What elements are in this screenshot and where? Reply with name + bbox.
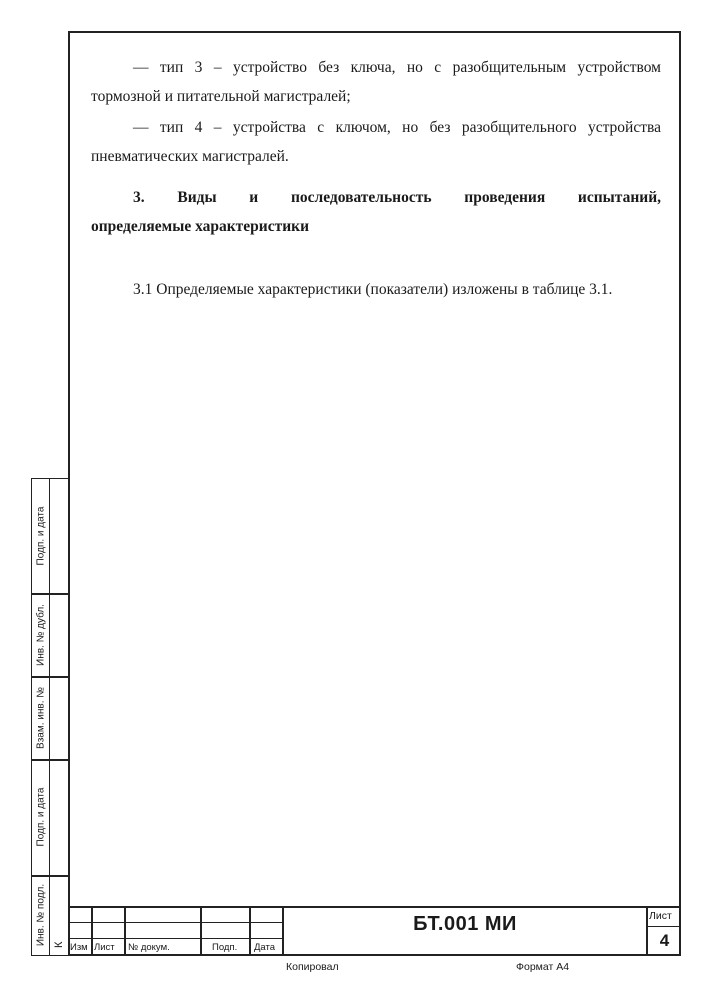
- grid-line: [124, 906, 126, 956]
- title-block-top-line: [68, 906, 681, 908]
- footer-format: Формат А4: [516, 961, 570, 973]
- list-item-type4-line1: — тип 4 – устройства с ключом, но без разобщительного устройства: [133, 119, 661, 136]
- sheet-number: 4: [659, 931, 670, 950]
- col-label-list: Лист: [94, 942, 115, 953]
- grid-line: [200, 906, 202, 956]
- list-item-type3-line1: — тип 3 – устройство без ключа, но с разобщительным устройством: [133, 59, 661, 76]
- sheet-label: Лист: [649, 910, 672, 922]
- strip-divider: [49, 479, 50, 955]
- col-label-doc: № докум.: [128, 942, 170, 953]
- list-item-type3: [91, 58, 661, 78]
- section-heading: [133, 188, 661, 208]
- section-heading-line1: 3. Виды и последовательность проведения испытаний,: [133, 189, 661, 206]
- footer-copied: Копировал: [286, 961, 339, 973]
- grid-line: [249, 906, 251, 956]
- list-item-type3-line2: тормозной и питательной магистралей;: [91, 88, 351, 105]
- strip-label-replace-inv: Взам. инв. №: [35, 686, 46, 749]
- list-item-type4-line2: пневматических магистралей.: [91, 148, 289, 165]
- grid-line: [646, 926, 681, 927]
- grid-line: [91, 906, 93, 956]
- col-label-date: Дата: [254, 942, 276, 953]
- strip-label-sign-date-2: Подп. и дата: [35, 787, 46, 847]
- strip-mark: К: [53, 941, 65, 948]
- list-item-type4: [91, 118, 661, 138]
- paragraph-3-1: 3.1 Определяемые характеристики (показатели) изложены в таблице 3.1.: [133, 281, 613, 298]
- strip-label-dup-inv: Инв. № дубл.: [35, 603, 46, 666]
- section-heading-line2: определяемые характеристики: [91, 218, 309, 235]
- col-label-izm: Изм: [70, 942, 88, 953]
- strip-label-sign-date: Подп. и дата: [35, 506, 46, 566]
- drawing-frame: [68, 31, 681, 956]
- strip-label-orig-inv: Инв. № подл.: [35, 883, 46, 947]
- side-strip: [31, 478, 69, 956]
- document-designation: БТ.001 МИ: [413, 913, 517, 935]
- col-label-sign: Подп.: [212, 942, 238, 953]
